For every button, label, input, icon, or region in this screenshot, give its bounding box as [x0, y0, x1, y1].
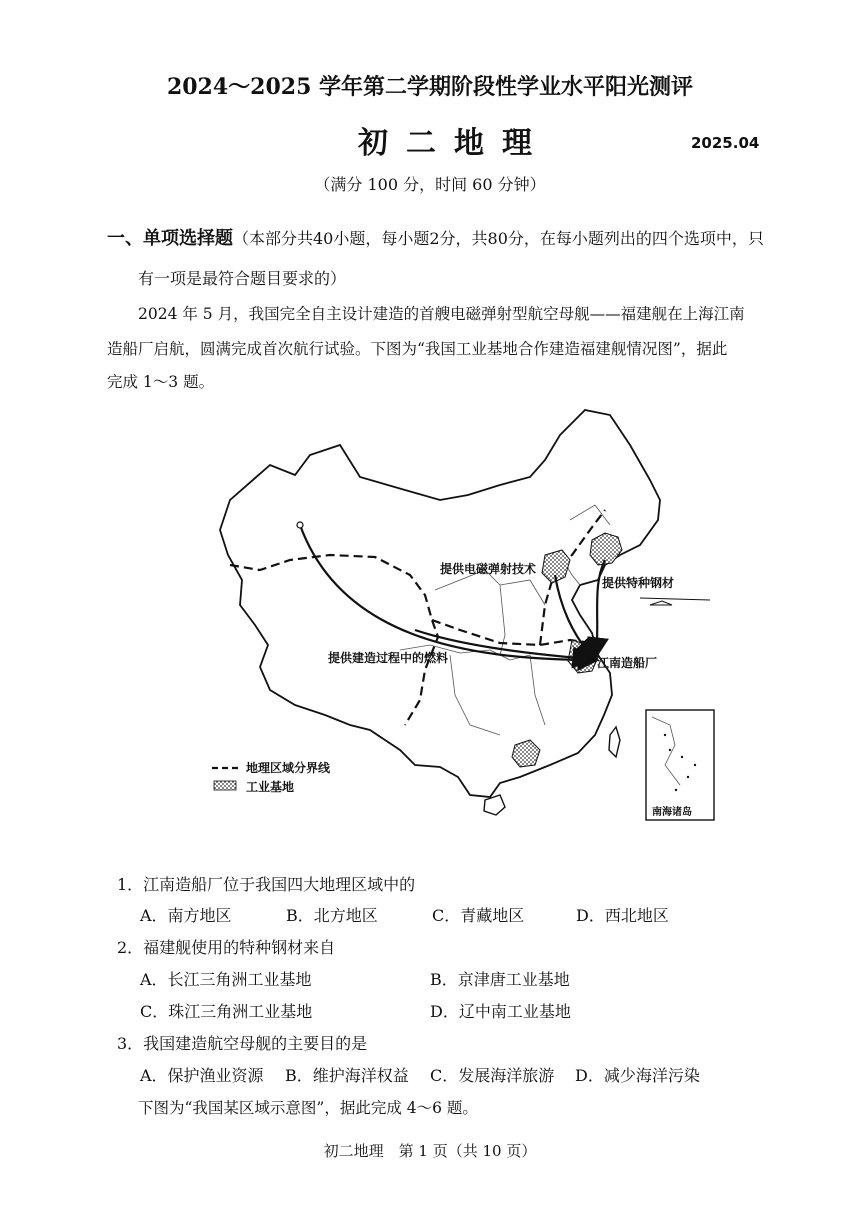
- intro-line-2: 造船厂启航，圆满完成首次航行试验。下图为“我国工业基地合作建造福建舰情况图”，据此: [107, 340, 728, 358]
- q1-option-c: C．青藏地区: [432, 906, 525, 925]
- q2-option-b: B．京津唐工业基地: [430, 970, 570, 989]
- question-2-stem: 2．福建舰使用的特种钢材来自: [117, 938, 336, 957]
- shipyard-point: [593, 658, 598, 663]
- q2-option-c: C．珠江三角洲工业基地: [140, 1002, 313, 1021]
- q3-option-b: B．维护海洋权益: [285, 1066, 409, 1085]
- intro-line-1: 2024 年 5 月，我国完全自主设计建造的首艘电磁弹射型航空母舰——福建舰在上海江南: [138, 305, 745, 323]
- q1-option-b: B．北方地区: [286, 906, 378, 925]
- question-1-stem: 1．江南造船厂位于我国四大地理区域中的: [117, 875, 416, 894]
- label-shipyard: 江南造船厂: [597, 656, 658, 670]
- q3-option-a: A．保护渔业资源: [140, 1066, 264, 1085]
- legend-base-label: 工业基地: [246, 780, 295, 794]
- label-special-steel: 提供特种钢材: [602, 576, 675, 590]
- china-industry-map: [200, 405, 720, 835]
- intro-line-3: 完成 1～3 题。: [107, 373, 215, 391]
- score-time: （满分 100 分，时间 60 分钟）: [314, 175, 546, 194]
- subject-title: 初二地理: [358, 126, 550, 161]
- legend-boundary-label: 地理区域分界线: [246, 761, 331, 775]
- exam-title: 2024～2025 学年第二学期阶段性学业水平阳光测评: [166, 74, 694, 100]
- map-svg: [200, 405, 720, 835]
- next-intro: 下图为“我国某区域示意图”，据此完成 4～6 题。: [138, 1099, 478, 1117]
- section-instruction-cont: 有一项是最符合题目要求的）: [138, 269, 347, 288]
- industrial-base-zhujiang: [512, 740, 540, 767]
- q1-option-a: A．南方地区: [140, 906, 232, 925]
- industrial-base-liaozhongnan: [590, 533, 622, 565]
- q3-option-d: D．减少海洋污染: [575, 1066, 700, 1085]
- region-boundary-line: [230, 555, 438, 725]
- section-heading: [107, 224, 764, 250]
- south-sea-inset: [646, 710, 714, 820]
- label-fuel: 提供建造过程中的燃料: [328, 651, 449, 665]
- exam-date: 2025.04: [691, 134, 760, 152]
- steel-arrow: [596, 560, 605, 655]
- q1-option-d: D．西北地区: [576, 906, 669, 925]
- q2-option-a: A．长江三角洲工业基地: [140, 970, 312, 989]
- q2-option-d: D．辽中南工业基地: [430, 1002, 571, 1021]
- label-electro-tech: 提供电磁弹射技术: [440, 562, 537, 576]
- china-outline: [220, 410, 660, 797]
- q3-option-c: C．发展海洋旅游: [430, 1066, 555, 1085]
- section-title: 一、单项选择题: [107, 228, 233, 249]
- taiwan-island: [609, 727, 620, 757]
- section-instruction: （本部分共40小题，每小题2分，共80分，在每小题列出的四个选项中，只: [233, 229, 764, 248]
- question-3-stem: 3．我国建造航空母舰的主要目的是: [117, 1034, 368, 1053]
- label-south-sea: 南海诸岛: [652, 807, 692, 818]
- hainan-island: [484, 795, 505, 815]
- page-footer: 初二地理 第 1 页（共 10 页）: [323, 1142, 537, 1160]
- legend-base-swatch: [214, 781, 236, 790]
- origin-point: [297, 522, 303, 528]
